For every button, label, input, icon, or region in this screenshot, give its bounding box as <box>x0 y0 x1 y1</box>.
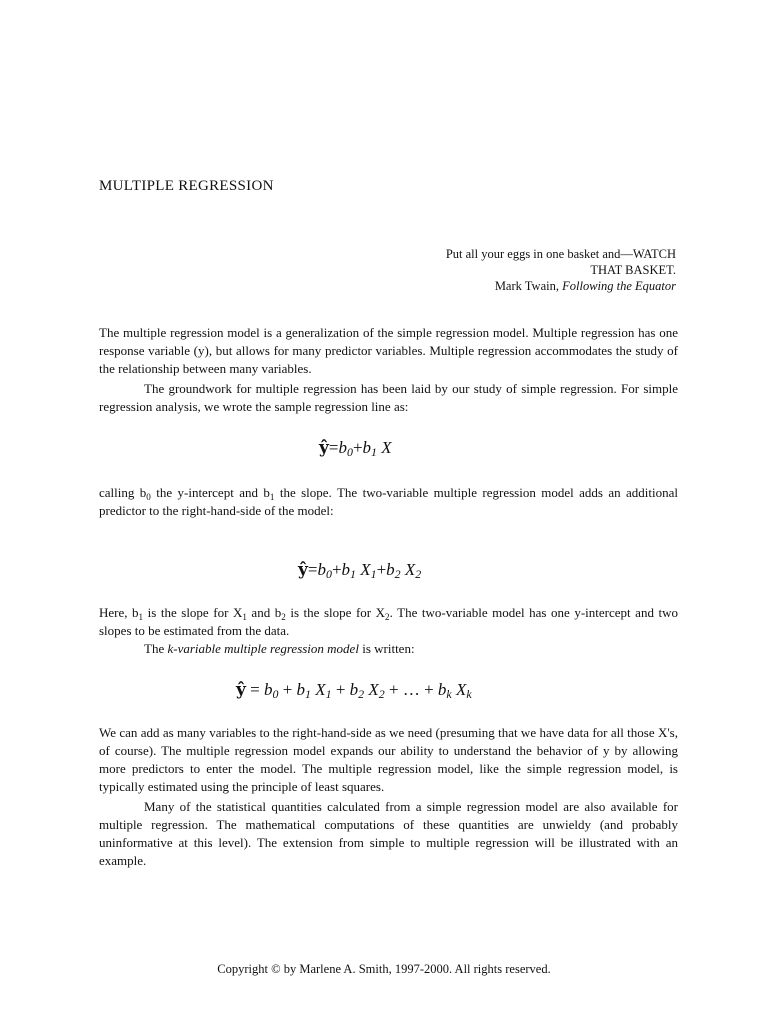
equation-k-variable: ŷ = $b_0 + b_1$ $X_1 + b_2$ $X_2$ + … + $b_k$ $X_k$ <box>236 680 472 701</box>
equation-two-variable: $ŷ=b_0+b_1$ $X_1+b_2$ $X_2$ <box>298 560 422 581</box>
epigraph-author: Mark Twain, <box>494 279 559 293</box>
copyright-footer: Copyright © by Marlene A. Smith, 1997-2000. All rights reserved. <box>217 962 551 976</box>
paragraph-slopes: Here, $b_1$ is the slope for $X_1$ and $b_2$ is the slope for $X_2$. The two-variable model has one y-intercept and two slopes to be estimated from the data. <box>99 605 678 638</box>
y-hat-symbol: ŷ <box>319 438 329 458</box>
paragraph-many-variables: We can add as many variables to the right-hand-side as we need (presuming that we have data for all those X's, of course). The multiple regression model expands our ability to understand the behavior of y by allowing more predictors to enter the model. The multiple regression model, like the simple regression model, is typically estimated using the principle of least squares. <box>99 725 678 794</box>
y-hat-symbol: ŷ <box>298 560 308 580</box>
page-title: MULTIPLE REGRESSION <box>99 178 274 194</box>
epigraph-line-1: Put all your eggs in one basket and—WATCH <box>445 247 676 261</box>
paragraph-two-variable: calling $b_0$ the y-intercept and $b_1$ the slope. The two-variable multiple regression model adds an additional predictor to the right-hand-side of the model: <box>99 485 678 518</box>
y-hat-symbol: ŷ <box>236 680 246 700</box>
epigraph-attribution <box>316 278 676 294</box>
epigraph-work: Following the Equator <box>562 279 676 293</box>
paragraph-intro: The multiple regression model is a generalization of the simple regression model. Multiple regression has one response variable (y), but allows for many predictor variables. Multiple regression accommodates the study of the relationship between many variables. <box>99 325 678 376</box>
paragraph-k-variable: The k-variable multiple regression model is written: <box>144 641 415 656</box>
paragraph-statistical-quantities: Many of the statistical quantities calculated from a simple regression model are also available for multiple regression. The mathematical computations of these quantities are unwieldy (and probably uninformative at this level). The extension from simple to multiple regression will be illustrated with an example. <box>99 799 678 868</box>
paragraph-groundwork: The groundwork for multiple regression has been laid by our study of simple regression. For simple regression analysis, we wrote the sample regression line as: <box>99 381 678 414</box>
equation-simple-regression: $ŷ=b_0+b_1$ X <box>319 438 392 459</box>
epigraph <box>316 246 676 294</box>
epigraph-line-2: THAT BASKET. <box>590 263 676 277</box>
